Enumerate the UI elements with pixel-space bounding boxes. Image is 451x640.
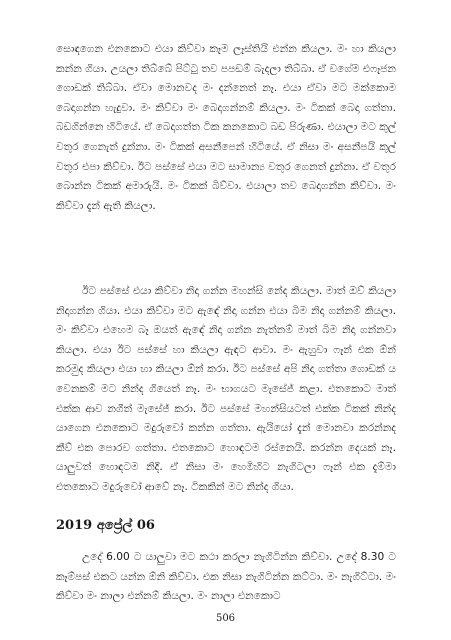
date-heading: 2019 අප්‍රේල් 06 [56, 518, 155, 533]
body-paragraph-2: ඊට පස්සේ එයා කිව්වා නිදා ගන්න මහන්සි නේද කියලා. මාත් ඔව් කියලා නිදාගන්න ගියා. එයා කිව්වා මට ඇඳේ නිදා ගන්න එයා බිම නිදා ගන්නම් කියලා. මං කිව්වා එහෙම බෑ ඔයත් ඇඳේ නිදා ගන්න නැත්නම් මාත් බිම නිදා ගන්නවා කියලා. එයා ඊට පස්සේ හා කියලා ඇඳට ආවා. මං ඇහුවා ෆෑන් එක ඕන් කරමුද කියලා එයා හා කියලා ඕන් කරා. ඊට පස්සේ අපි නිදා ගත්තා ගොඩක් ය වෙනකම් මට නින්ද ගියෙත් නෑ. මං භාගයට මැසේජ් කළා. එතකොට මාත් එක්ක ආව නගීත් මැසේජ් කරා. ඊට පස්සේ මහන්සියටත් එක්ක ටිකක් නින්ද යාගෙන එනකොට මදුරුවෝ කන්න ගත්තා. ඇයියෝ දැන් මොනවා කරන්නද කීව් එක පොරව ගත්තා. එතකොට හොඳටම රස්නෙයි. කරන්න දෙයක් නෑ. යාලුවත් හොඳටම නිදි. ඒ නිසා මං හෙමිහිට නැගිටලා ෆෑන් එක දැම්මා එතකොට මදුරුවෝ ආවේ නෑ. ටිකකින් මට නින්ද ගියා. [56, 285, 396, 493]
body-paragraph-3: උදේ 6.00 ට යාලුවා මට කථා කරලා නැගිටින්න කිව්වා. උදේ 8.30 ට කෑම්පස් එකට යන්න ඕනි කිව්වා. එක නිසා නැගිටින්න කට්ටා. මං නැගිට්ටා. මං කිව්වා මං නාලා එන්නම් කියලා. මං නාලා එනකොට [56, 551, 396, 603]
page-number: 506 [215, 613, 236, 624]
body-paragraph-1: සොඳගෙන එනකොට එයා කිව්වා කෑම ලෑස්තියි එන්න කියලා. මං හා කියලා කන්න ගියා. උයලා තිබ්බේ පිට්ටු තව පපඩම් බැදලා තිබ්බා. ඒ වගේම එෆෑජන ගොඩක් තිබ්බා. ඒවා මොනවද මං දන්නෙත් නෑ. එයා ඒවා මට මක්කොම බෙදාගන්න හැදුවා. මං කිව්වා මං බෙදාගන්නම් කියලා. මං ටිකක් බෙදා ගත්තා. බඩගින්නෙ හිටියේ. ඒ බෙදාගත්ත ටික කනකොට බඩ පිරුණා. එයාලා මට කුල් වතුර ගෙනැත් දුන්නා. මං ටිකක් අසනීපෙන් හිටියේ. ඒ නිසා මං අසනීපයි කුල් වතුර එපා කිව්වා. ඊට පස්සේ එයා මට සාමාන්‍ය වතුර ගෙනත් දුන්නා. ඒ වතුර බොන්න ටිකක් අමාරුයි. මං ටිකක් බිව්වා. එයාලා තව බෙදාගන්න කිව්වා. මං කිව්වා දැන් ඇති කියලා. [56, 43, 396, 212]
